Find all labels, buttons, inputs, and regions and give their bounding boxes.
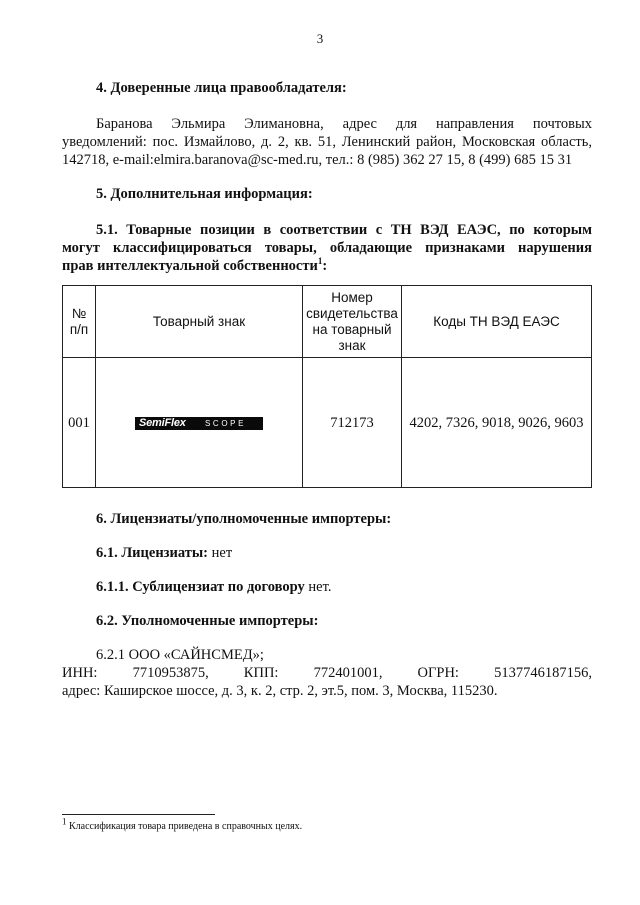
- importer-ids: [62, 664, 592, 682]
- importer-address: адрес: Каширское шоссе, д. 3, к. 2, стр. 2, эт.5, пом. 3, Москва, 115230.: [62, 683, 498, 699]
- header-cert: Номер свидетельства на товарный знак: [303, 286, 402, 358]
- section-4-heading: 4. Доверенные лица правообладателя:: [96, 80, 347, 96]
- section-6-1-1-label: 6.1.1. Сублицензиат по договору: [96, 579, 305, 595]
- section-6-2-heading: 6.2. Уполномоченные импортеры:: [96, 613, 319, 629]
- footnote-mark: 1: [62, 816, 67, 827]
- logo-text-scope: SCOPE: [205, 418, 247, 428]
- semiflex-scope-logo: [135, 417, 263, 430]
- header-codes: Коды ТН ВЭД ЕАЭС: [402, 286, 592, 358]
- importer-name: 6.2.1 ООО «САЙНСМЕД»;: [96, 647, 264, 663]
- row-mark: [96, 358, 303, 488]
- table-row: [63, 358, 592, 488]
- logo-text-semiflex: SemiFlex: [139, 416, 186, 429]
- row-codes: 4202, 7326, 9018, 9026, 9603: [402, 358, 592, 488]
- table-header-row: [63, 286, 592, 358]
- section-5-1-line-1: 5.1. Товарные позиции в соответствии с ТН ВЭД ЕАЭС, по которым: [96, 222, 592, 238]
- page-number: 3: [316, 31, 324, 46]
- row-num: 001: [63, 358, 96, 488]
- inn-label: ИНН:: [62, 665, 98, 681]
- ogrn-value: 5137746187156,: [494, 665, 592, 681]
- footnote: [62, 816, 303, 833]
- footnote-text: Классификация товара приведена в справочных целях.: [66, 821, 303, 832]
- section-6-1-1: [96, 578, 331, 596]
- footnote-ref: 1: [317, 256, 323, 267]
- section-6-1-value: нет: [208, 545, 233, 561]
- section-4-line-1: Баранова Эльмира Элимановна, адрес для направления почтовых: [96, 116, 592, 132]
- footnote-divider: [62, 814, 215, 815]
- section-6-1-label: 6.1. Лицензиаты:: [96, 545, 209, 561]
- ogrn-label: ОГРН:: [417, 665, 459, 681]
- trademark-table: [62, 285, 592, 488]
- section-6-1: [96, 544, 232, 562]
- section-5-heading: 5. Дополнительная информация:: [96, 186, 313, 202]
- section-5-1-line-2: могут классифицироваться товары, обладающие признаками нарушения: [62, 240, 592, 256]
- header-num: № п/п: [63, 286, 96, 358]
- section-5-1-colon: :: [322, 258, 328, 274]
- inn-value: 7710953875,: [132, 665, 209, 681]
- section-4-line-3: 142718, e-mail:elmira.baranova@sc-med.ru, тел.: 8 (985) 362 27 15, 8 (499) 685 15 31: [62, 152, 573, 168]
- section-5-1-line-3: [62, 257, 327, 275]
- header-mark: Товарный знак: [96, 286, 303, 358]
- row-cert: 712173: [303, 358, 402, 488]
- section-4-line-2: уведомлений: пос. Измайлово, д. 2, кв. 51, Ленинский район, Московская область,: [62, 134, 592, 150]
- section-6-1-1-value: нет.: [304, 579, 332, 595]
- kpp-value: 772401001,: [313, 665, 383, 681]
- section-6-heading: 6. Лицензиаты/уполномоченные импортеры:: [96, 511, 392, 527]
- kpp-label: КПП:: [243, 665, 279, 681]
- section-5-1-line-3-text: прав интеллектуальной собственности: [62, 258, 318, 274]
